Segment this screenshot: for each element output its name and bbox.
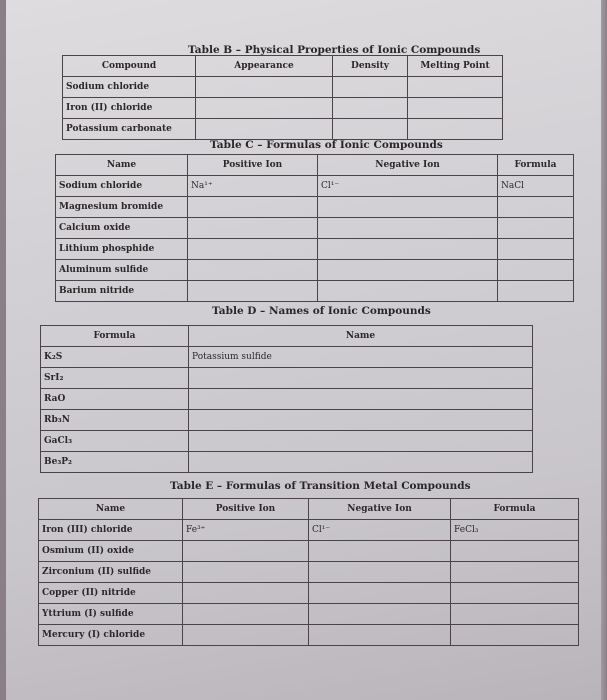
table-e-row: [39, 583, 579, 604]
table-b-blank-cell: [408, 119, 503, 140]
table-e-row-label: Yttrium (I) sulfide: [39, 604, 183, 625]
table-c-row: [56, 260, 574, 281]
table-d-row: [41, 389, 533, 410]
table-c-blank-cell: [188, 218, 318, 239]
table-c-blank-cell: [498, 218, 574, 239]
table-b-blank-cell: [196, 98, 333, 119]
table-e-blank-cell: [309, 604, 451, 625]
table-b-row: [63, 98, 503, 119]
table-e-row-label: Osmium (II) oxide: [39, 541, 183, 562]
table-c-cell: NaCl: [498, 176, 574, 197]
table-c-title: Table C – Formulas of Ionic Compounds: [210, 139, 443, 151]
table-e-header-cell: Name: [39, 499, 183, 520]
table-c-row-label: Calcium oxide: [56, 218, 188, 239]
table-e-blank-cell: [309, 562, 451, 583]
table-d-blank-cell: [189, 410, 533, 431]
table-c-row: [56, 197, 574, 218]
table-c-blank-cell: [318, 197, 498, 218]
table-c-blank-cell: [498, 197, 574, 218]
table-e-row: [39, 541, 579, 562]
table-e-blank-cell: [309, 541, 451, 562]
page-edge: [601, 0, 607, 700]
table-d-row: [41, 410, 533, 431]
table-b: [62, 55, 503, 140]
table-d-cell: Potassium sulfide: [189, 347, 533, 368]
table-c-blank-cell: [318, 281, 498, 302]
table-c-header-cell: Negative Ion: [318, 155, 498, 176]
table-b-blank-cell: [333, 98, 408, 119]
table-d: [40, 325, 533, 473]
table-e-row-label: Zirconium (II) sulfide: [39, 562, 183, 583]
table-d-row: [41, 368, 533, 389]
table-d-blank-cell: [189, 368, 533, 389]
table-e-row: [39, 520, 579, 541]
table-e-blank-cell: [451, 562, 579, 583]
table-b-header-row: [63, 56, 503, 77]
table-e-blank-cell: [451, 625, 579, 646]
table-d-blank-cell: [189, 431, 533, 452]
table-b-blank-cell: [408, 77, 503, 98]
table-e-header-cell: Negative Ion: [309, 499, 451, 520]
table-c-blank-cell: [318, 239, 498, 260]
table-c-row: [56, 239, 574, 260]
table-b-header-cell: Appearance: [196, 56, 333, 77]
table-b-blank-cell: [333, 119, 408, 140]
table-e-cell: FeCl₃: [451, 520, 579, 541]
table-d-row-label: K₂S: [41, 347, 189, 368]
table-e-row-label: Copper (II) nitride: [39, 583, 183, 604]
table-c-row: [56, 218, 574, 239]
table-e-header-row: [39, 499, 579, 520]
table-b-title: Table B – Physical Properties of Ionic Compounds: [188, 44, 481, 56]
table-c-blank-cell: [188, 281, 318, 302]
table-c-blank-cell: [498, 260, 574, 281]
table-c-blank-cell: [188, 239, 318, 260]
table-e-blank-cell: [451, 541, 579, 562]
table-b-blank-cell: [333, 77, 408, 98]
table-c-blank-cell: [498, 239, 574, 260]
table-d-row-label: RaO: [41, 389, 189, 410]
table-e-blank-cell: [309, 625, 451, 646]
table-c-header-row: [56, 155, 574, 176]
table-b-blank-cell: [196, 119, 333, 140]
table-d-row: [41, 347, 533, 368]
table-e-blank-cell: [183, 625, 309, 646]
table-b-row-label: Potassium carbonate: [63, 119, 196, 140]
table-e-row: [39, 625, 579, 646]
table-d-row-label: SrI₂: [41, 368, 189, 389]
table-e-blank-cell: [183, 604, 309, 625]
table-e-blank-cell: [451, 604, 579, 625]
table-d-row-label: Rb₃N: [41, 410, 189, 431]
table-e-blank-cell: [183, 562, 309, 583]
table-c-row-label: Lithium phosphide: [56, 239, 188, 260]
table-d-row-label: GaCl₃: [41, 431, 189, 452]
table-d-row-label: Be₃P₂: [41, 452, 189, 473]
table-d-header-cell: Formula: [41, 326, 189, 347]
table-c-cell: Na¹⁺: [188, 176, 318, 197]
table-c-header-cell: Positive Ion: [188, 155, 318, 176]
table-b-row: [63, 119, 503, 140]
table-e-row-label: Mercury (I) chloride: [39, 625, 183, 646]
table-e-blank-cell: [309, 583, 451, 604]
table-c-blank-cell: [318, 218, 498, 239]
table-e-blank-cell: [451, 583, 579, 604]
table-b-blank-cell: [408, 98, 503, 119]
table-d-blank-cell: [189, 389, 533, 410]
table-e-row: [39, 562, 579, 583]
table-b-row: [63, 77, 503, 98]
table-c-cell: Cl¹⁻: [318, 176, 498, 197]
table-e-row: [39, 604, 579, 625]
table-c-blank-cell: [188, 197, 318, 218]
table-d-header-cell: Name: [189, 326, 533, 347]
table-c-blank-cell: [498, 281, 574, 302]
table-c-row-label: Aluminum sulfide: [56, 260, 188, 281]
table-e: [38, 498, 579, 646]
table-e-header-cell: Positive Ion: [183, 499, 309, 520]
table-c-row-label: Magnesium bromide: [56, 197, 188, 218]
table-b-row-label: Sodium chloride: [63, 77, 196, 98]
table-c-row-label: Sodium chloride: [56, 176, 188, 197]
table-b-row-label: Iron (II) chloride: [63, 98, 196, 119]
table-c-header-cell: Name: [56, 155, 188, 176]
table-d-header-row: [41, 326, 533, 347]
table-e-blank-cell: [183, 583, 309, 604]
table-e-title: Table E – Formulas of Transition Metal Compounds: [170, 480, 471, 492]
table-e-row-label: Iron (III) chloride: [39, 520, 183, 541]
table-c-blank-cell: [188, 260, 318, 281]
table-b-header-cell: Melting Point: [408, 56, 503, 77]
table-d-blank-cell: [189, 452, 533, 473]
table-b-header-cell: Density: [333, 56, 408, 77]
table-d-row: [41, 452, 533, 473]
table-e-cell: Fe³⁺: [183, 520, 309, 541]
table-b-header-cell: Compound: [63, 56, 196, 77]
table-c-row: [56, 281, 574, 302]
table-c: [55, 154, 574, 302]
table-d-title: Table D – Names of Ionic Compounds: [212, 305, 431, 317]
table-c-row: [56, 176, 574, 197]
table-e-blank-cell: [183, 541, 309, 562]
table-e-cell: Cl¹⁻: [309, 520, 451, 541]
table-c-header-cell: Formula: [498, 155, 574, 176]
table-b-blank-cell: [196, 77, 333, 98]
table-c-blank-cell: [318, 260, 498, 281]
table-c-row-label: Barium nitride: [56, 281, 188, 302]
table-e-header-cell: Formula: [451, 499, 579, 520]
table-d-row: [41, 431, 533, 452]
